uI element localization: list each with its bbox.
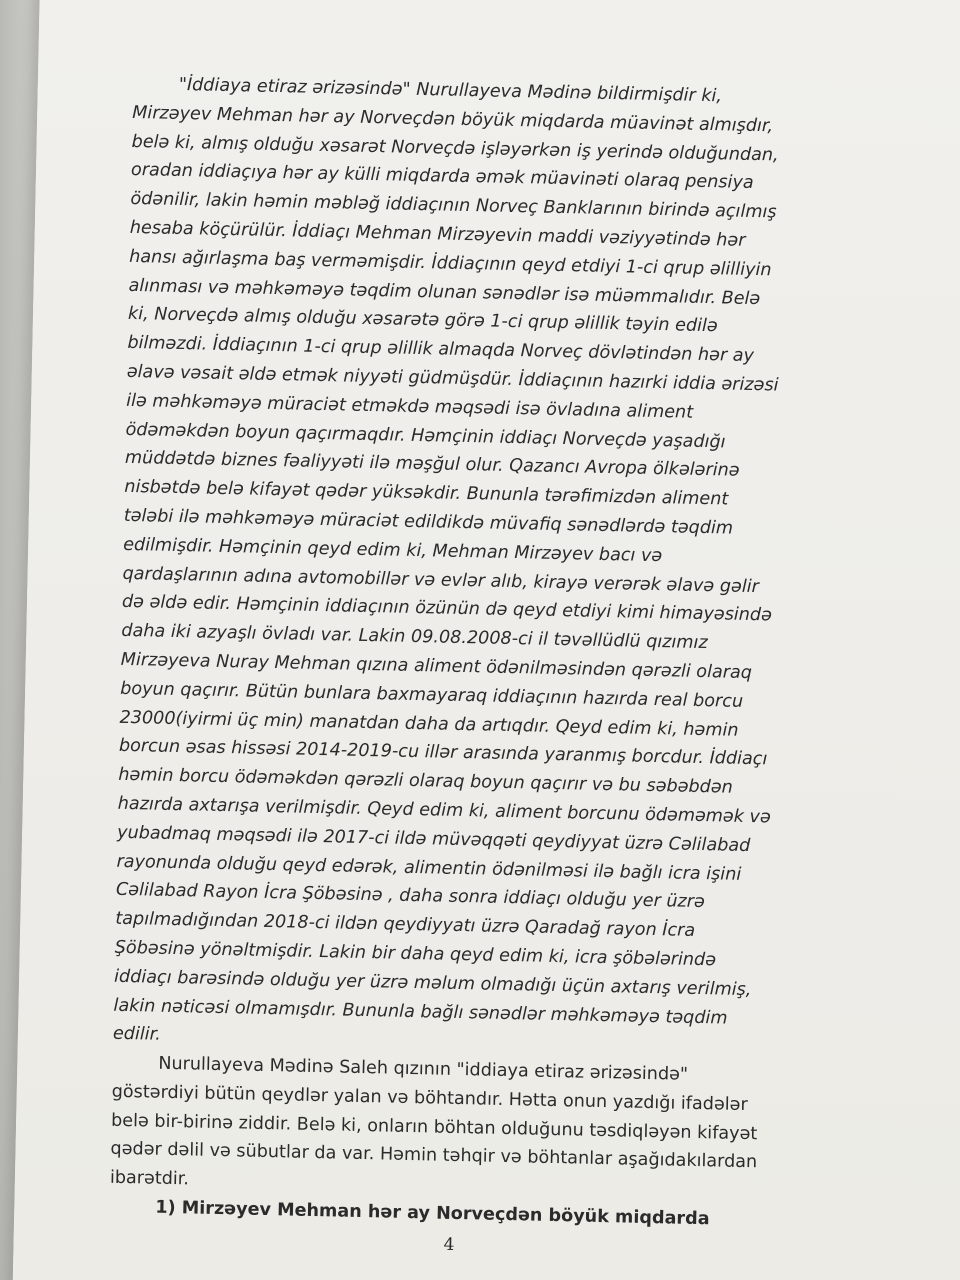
- text-line: hesaba köçürülür. İddiaçı Mehman Mirzəyevin maddi vəziyyətində hər: [129, 217, 746, 251]
- text-line: Mirzəyev Mehman hər ay Norveçdən böyük miqdarda müavinət almışdır,: [132, 102, 774, 137]
- text-line: bilməzdi. İddiaçının 1-ci qrup əlillik almaqda Norveç dövlətindən hər ay: [127, 333, 755, 367]
- text-line: 23000(iyirmi üç min) manatdan daha da artıqdır. Qeyd edim ki, həmin: [119, 707, 739, 741]
- text-line: ödənilir, lakin həmin məbləğ iddiaçının Norveç Banklarının birində açılmış: [130, 189, 777, 223]
- text-line: Nurullayeva Mədinə Saleh qızının "iddiaya etiraz ərizəsində": [158, 1053, 689, 1085]
- text-line: göstərdiyi bütün qeydlər yalan və böhtandır. Hətta onun yazdığı ifadələr: [111, 1081, 748, 1115]
- text-line: əlavə vəsait əldə etmək niyyəti güdmüşdür. İddiaçının hazırki iddia ərizəsi: [126, 361, 779, 396]
- text-line: Şöbəsinə yönəltmişdir. Lakin bir daha qeyd edim ki, icra şöbələrində: [114, 937, 717, 971]
- text-line: tapılmadığından 2018-ci ildən qeydiyyatı üzrə Qaradağ rayon İcra: [115, 908, 696, 942]
- text-line: ibarətdir.: [109, 1168, 190, 1190]
- text-line: də əldə edir. Həmçinin iddiaçının özünün də qeyd etdiyi kimi himayəsində: [121, 592, 773, 626]
- text-line: ki, Norveçdə almış olduğu xəsarətə görə 1-ci qrup əlillik təyin edilə: [127, 304, 718, 337]
- numbered-item-1: 1) Mirzəyev Mehman hər ay Norveçdən böyük miqdarda: [155, 1197, 710, 1230]
- text-line: ödəməkdən boyun qaçırmaqdır. Həmçinin iddiaçı Norveçdə yaşadığı: [125, 419, 726, 453]
- text-line: ilə məhkəməyə müraciət etməkdə məqsədi isə övladına aliment: [125, 390, 694, 423]
- text-line: yubadmaq məqsədi ilə 2017-ci ildə müvəqqəti qeydiyyat üzrə Cəlilabad: [116, 822, 751, 856]
- text-line: edilmişdir. Həmçinin qeyd edim ki, Mehman Mirzəyev bacı və: [122, 534, 663, 566]
- text-line: daha iki azyaşlı övladı var. Lakin 09.08.2008-ci il təvəllüdlü qızımız: [121, 620, 708, 654]
- text-line: müddətdə biznes fəaliyyəti ilə məşğul olur. Qazancı Avropa ölkələrinə: [124, 448, 740, 482]
- text-line: "İddiaya etiraz ərizəsində" Nurullayeva Mədinə bildirmişdir ki,: [178, 74, 723, 107]
- text-line: tələbi ilə məhkəməyə müraciət edildikdə müvafiq sənədlərdə təqdim: [123, 505, 734, 539]
- paragraph-1: [113, 70, 853, 1064]
- text-line: oradan iddiaçıya hər ay külli miqdarda əmək müavinəti olaraq pensiya: [130, 160, 754, 194]
- text-line: edilir.: [112, 1024, 162, 1046]
- document-text: [109, 70, 853, 1237]
- text-line: lakin nəticəsi olmamışdır. Bununla bağlı sənədlər məhkəməyə təqdim: [113, 995, 728, 1029]
- text-line: həmin borcu ödəməkdən qərəzli olaraq boyun qaçırır və bu səbəbdən: [118, 764, 734, 798]
- text-line: belə ki, almış olduğu xəsarət Norveçdə işləyərkən iş yerində olduğundan,: [131, 131, 779, 166]
- text-line: Cəlilabad Rayon İcra Şöbəsinə , daha sonra iddiaçı olduğu yer üzrə: [115, 880, 706, 913]
- page-number: 4: [443, 1234, 455, 1255]
- document-page: [12, 0, 960, 1280]
- text-line: nisbətdə belə kifayət qədər yüksəkdir. Bununla tərəfimizdən aliment: [124, 477, 729, 510]
- text-line: hansı ağırlaşma baş verməmişdir. İddiaçının qeyd etdiyi 1-ci qrup əlilliyin: [129, 246, 772, 281]
- text-line: rayonunda olduğu qeyd edərək, alimentin ödənilməsi ilə bağlı icra işini: [116, 851, 742, 885]
- paragraph-2: [110, 1049, 833, 1208]
- text-line: boyun qaçırır. Bütün bunlara baxmayaraq iddiaçının hazırda real borcu: [119, 678, 744, 712]
- text-line: Mirzəyeva Nuray Mehman qızına aliment ödənilməsindən qərəzli olaraq: [120, 649, 753, 683]
- text-line: qardaşlarının adına avtomobillər və evlər alıb, kirayə verərək əlavə gəlir: [122, 563, 760, 597]
- text-line: iddiaçı barəsində olduğu yer üzrə məlum olmadığı üçün axtarış verilmiş,: [113, 966, 752, 1000]
- text-line: borcun əsas hissəsi 2014-2019-cu illər arasında yaranmış borcdur. İddiaçı: [118, 736, 768, 770]
- text-line: hazırda axtarışa verilmişdir. Qeyd edim ki, aliment borcunu ödəməmək və: [117, 793, 771, 828]
- text-line: alınması və məhkəməyə təqdim olunan sənədlər isə müəmmalıdır. Belə: [128, 275, 761, 309]
- text-line: belə bir-birinə ziddir. Belə ki, onların böhtan olduğunu təsdiqləyən kifayət: [110, 1110, 758, 1144]
- text-line: qədər dəlil və sübutlar da var. Həmin təhqir və böhtanlar aşağıdakılardan: [110, 1139, 758, 1173]
